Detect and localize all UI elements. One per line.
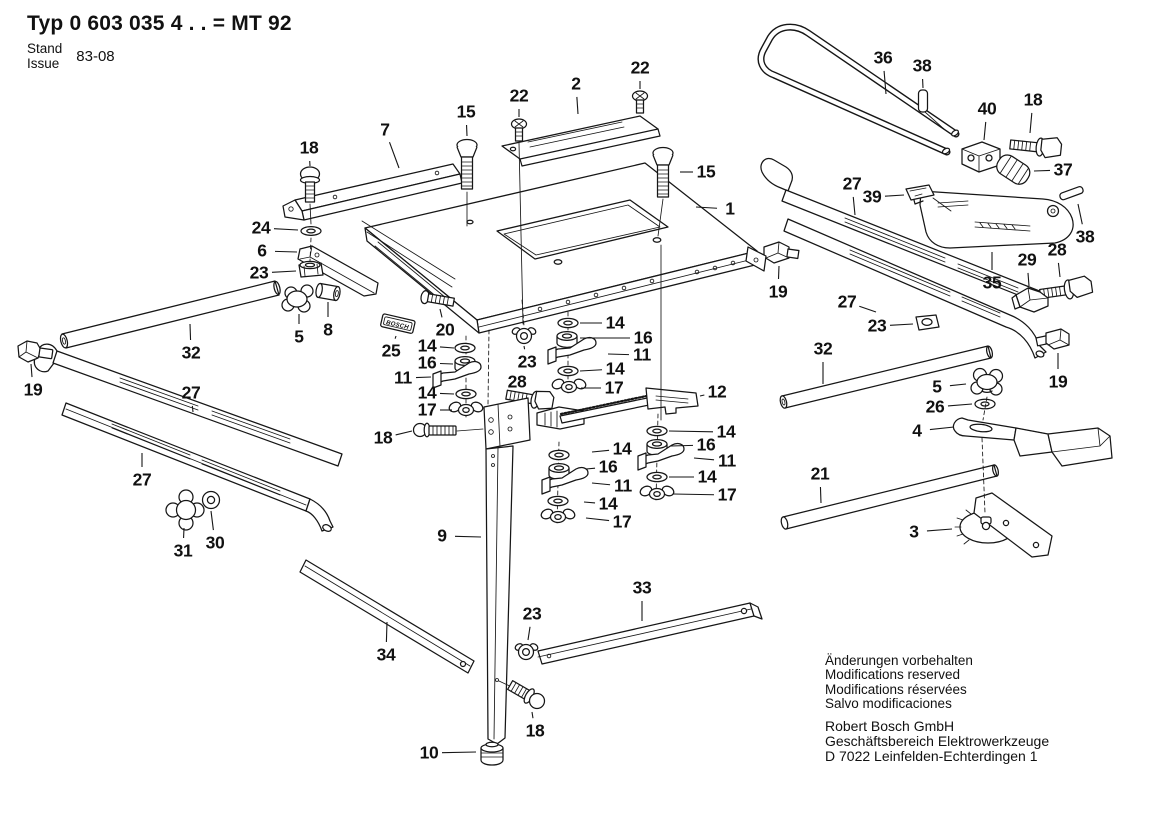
callout-39-14: 39: [862, 186, 882, 207]
callout-17-38: 17: [417, 399, 437, 420]
callout-19-30: 19: [23, 379, 43, 400]
note-line: Modifications réservées: [825, 681, 967, 697]
callout-5-25: 5: [294, 326, 304, 347]
callout-8-26: 8: [323, 319, 333, 340]
callout-14-34: 14: [417, 335, 437, 356]
company-line: Robert Bosch GmbH: [825, 718, 955, 734]
callout-14-44: 14: [605, 358, 625, 379]
callout-22-3: 22: [509, 85, 529, 106]
callout-35-21: 35: [982, 272, 1002, 293]
callout-14-37: 14: [417, 382, 437, 403]
callout-16-52: 16: [696, 434, 716, 455]
callout-19-33: 19: [1048, 371, 1068, 392]
callout-17-60: 17: [612, 511, 632, 532]
callout-17-55: 17: [717, 484, 737, 505]
type-code: 0 603 035 4 . .: [69, 12, 207, 35]
callout-18-70: 18: [525, 720, 545, 741]
bosch-logo-text: BOSCH: [385, 320, 410, 332]
modification-notes: [825, 654, 973, 711]
company-line: Geschäftsbereich Elektrowerkzeuge: [825, 732, 1050, 749]
callout-28-40: 28: [507, 371, 527, 392]
callout-28-19: 28: [1047, 239, 1067, 260]
issue-value: 83-08: [76, 48, 115, 65]
callout-10-71: 10: [419, 742, 439, 763]
callout-26-48: 26: [925, 396, 945, 417]
callout-16-35: 16: [417, 352, 437, 373]
callout-12-46: 12: [707, 381, 727, 402]
callout-34-69: 34: [376, 644, 396, 665]
callout-32-29: 32: [181, 342, 201, 363]
callout-27-13: 27: [842, 173, 862, 194]
callout-23-24: 23: [867, 315, 887, 336]
note-line: Salvo modificaciones: [825, 695, 952, 711]
callout-23-39: 23: [517, 351, 537, 372]
model-name: MT 92: [231, 12, 292, 35]
callout-25-28: 25: [381, 340, 401, 361]
callout-15-2: 15: [456, 101, 476, 122]
callout-1-12: 1: [725, 198, 735, 219]
callout-17-45: 17: [604, 377, 624, 398]
callout-18-49: 18: [373, 427, 393, 448]
callout-23-67: 23: [522, 603, 542, 624]
callout-37-11: 37: [1053, 159, 1073, 180]
callout-14-54: 14: [697, 466, 717, 487]
callout-15-10: 15: [696, 161, 716, 182]
issue-label: Issue: [27, 55, 60, 71]
callout-23-18: 23: [249, 262, 269, 283]
callout-3-64: 3: [909, 521, 919, 542]
callout-29-20: 29: [1017, 249, 1037, 270]
callout-24-16: 24: [251, 217, 271, 238]
callout-6-17: 6: [257, 240, 267, 261]
callout-32-32: 32: [813, 338, 833, 359]
callout-36-6: 36: [873, 47, 893, 68]
callout-27-62: 27: [132, 469, 152, 490]
callout-4-50: 4: [912, 420, 922, 441]
callout-27-23: 27: [837, 291, 857, 312]
callout-38-7: 38: [912, 55, 932, 76]
callout-2-4: 2: [571, 73, 581, 94]
callout-14-41: 14: [605, 312, 625, 333]
stand-label: Stand: [27, 41, 63, 56]
callout-16-57: 16: [598, 456, 618, 477]
callout-11-43: 11: [633, 344, 651, 365]
callout-30-66: 30: [205, 532, 225, 553]
equals-sign: =: [212, 12, 226, 35]
company-address: [825, 719, 1049, 763]
callout-11-58: 11: [614, 475, 632, 496]
note-line: Modifications reserved: [825, 667, 961, 683]
callout-5-47: 5: [932, 376, 942, 397]
note-line: Änderungen vorbehalten: [825, 653, 973, 668]
callout-31-65: 31: [173, 540, 193, 561]
callout-14-59: 14: [598, 493, 618, 514]
callout-11-36: 11: [394, 367, 412, 388]
callout-20-27: 20: [435, 319, 455, 340]
callout-9-63: 9: [437, 525, 447, 546]
callout-18-9: 18: [1023, 89, 1043, 110]
callout-18-0: 18: [299, 137, 319, 158]
type-label: Typ: [27, 12, 64, 35]
company-line: D 7022 Leinfelden-Echterdingen 1: [825, 747, 1038, 764]
callout-19-22: 19: [768, 281, 788, 302]
callout-33-68: 33: [632, 577, 652, 598]
callout-22-5: 22: [630, 57, 650, 78]
callout-7-1: 7: [380, 119, 390, 140]
callout-14-56: 14: [612, 438, 632, 459]
callout-14-51: 14: [716, 421, 736, 442]
callout-21-61: 21: [810, 463, 830, 484]
callout-38-15: 38: [1075, 226, 1095, 247]
callout-27-31: 27: [181, 382, 201, 403]
callout-40-8: 40: [977, 98, 997, 119]
callout-16-42: 16: [633, 327, 653, 348]
callout-11-53: 11: [718, 450, 736, 471]
